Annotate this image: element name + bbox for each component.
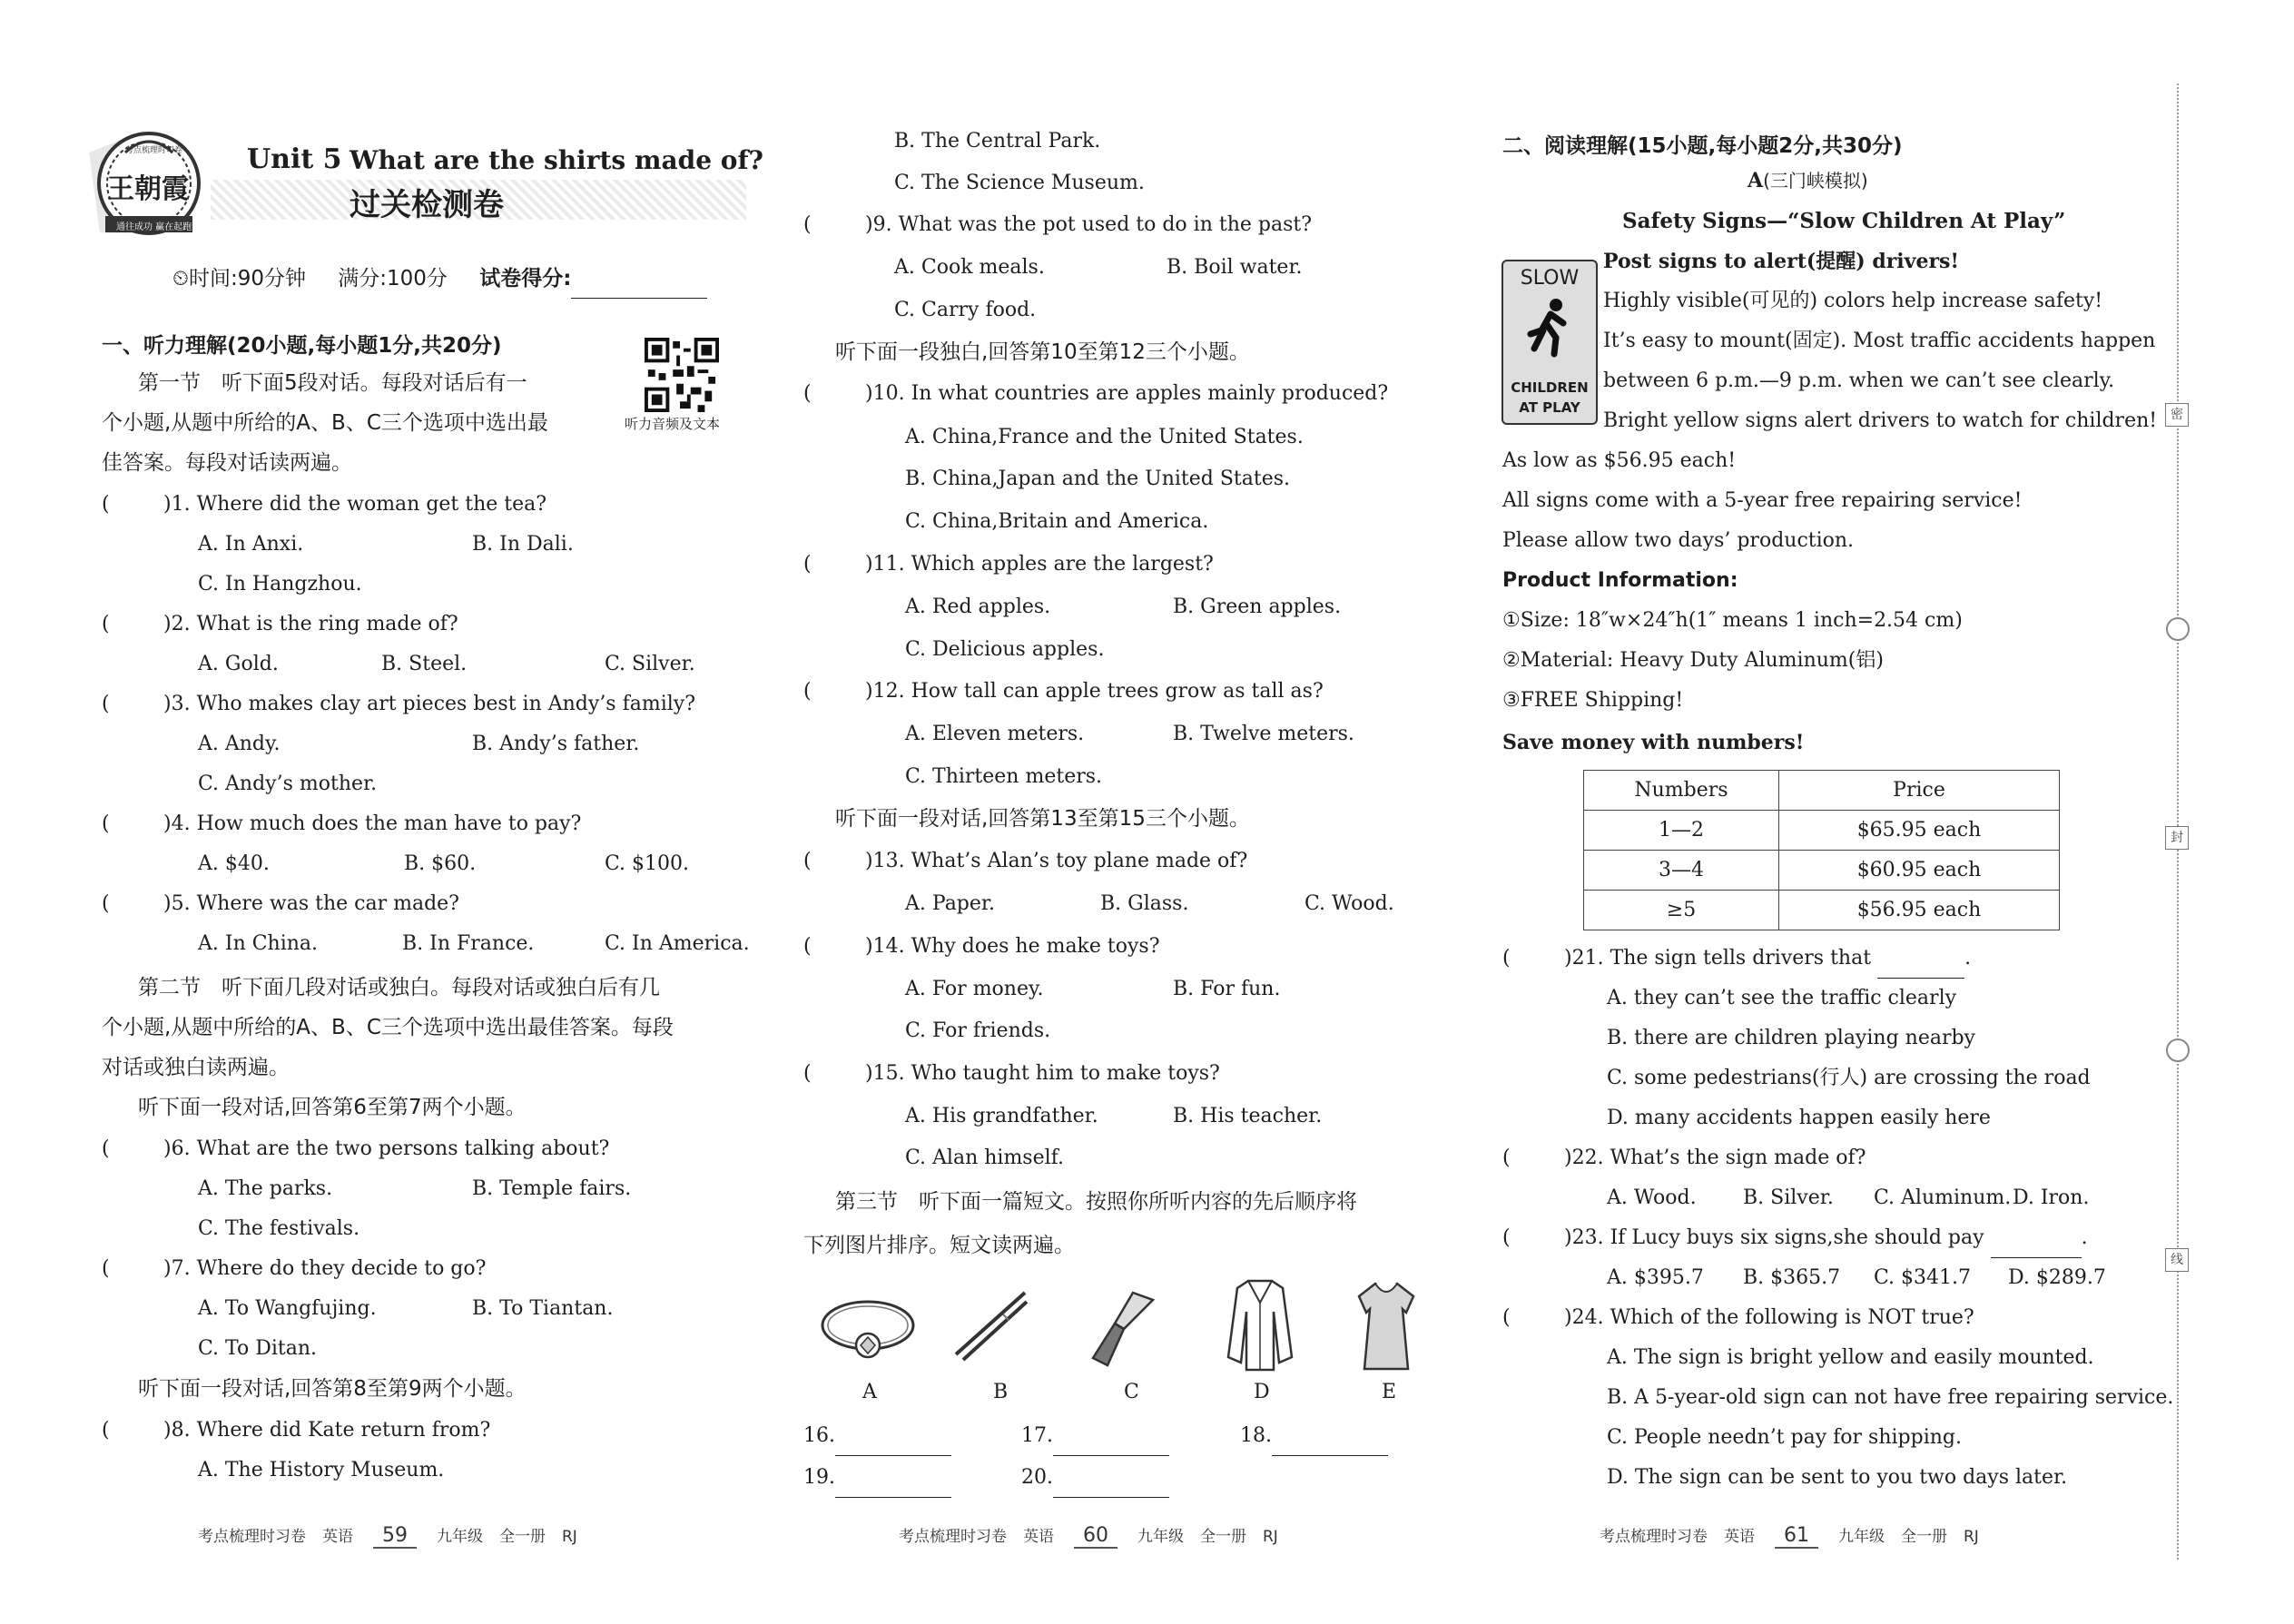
page-title: 过关检测卷 <box>350 187 504 223</box>
blank-18: 18. <box>1240 1416 1388 1456</box>
q21-option-a[interactable]: A. they can’t see the traffic clearly <box>1607 987 1957 1009</box>
blank-16: 16. <box>803 1416 951 1456</box>
passage-line-1: Post signs to alert(提醒) drivers! <box>1603 250 1960 273</box>
test-score-label: 试卷得分: <box>479 267 572 290</box>
question-15: ( )15. Who taught him to make toys? <box>803 1054 1220 1094</box>
knife-icon <box>1088 1287 1158 1371</box>
q2-option-c[interactable]: C. Silver. <box>605 653 695 675</box>
question-2: ( )2. What is the ring made of? <box>102 605 458 645</box>
unit-title: What are the shirts made of? <box>350 145 763 175</box>
section-reading-heading: 二、阅读理解(15小题,每小题2分,共30分) <box>1502 134 1903 158</box>
answer-bracket[interactable]: ( <box>102 493 110 516</box>
running-child-icon <box>1523 298 1576 358</box>
q12-option-c[interactable]: C. Thirteen meters. <box>905 765 1103 788</box>
section2-intro-line2: 个小题,从题中所给的A、B、C三个选项中选出最佳答案。每段 <box>102 1016 674 1039</box>
section3-intro-line1: 第三节 听下面一篇短文。按照你所听内容的先后顺序将 <box>835 1190 1357 1214</box>
table-row <box>1584 891 2060 930</box>
q6-option-a[interactable]: A. The parks. <box>198 1177 333 1200</box>
q24-option-d[interactable]: D. The sign can be sent to you two days later. <box>1607 1466 2068 1489</box>
picture-label-b: B <box>993 1381 1009 1403</box>
answer-bracket[interactable]: ( <box>102 1419 110 1442</box>
q9-option-b[interactable]: B. Boil water. <box>1167 256 1303 279</box>
q5-option-c[interactable]: C. In America. <box>605 932 750 955</box>
q23-option-a[interactable]: A. $395.7 <box>1607 1266 1704 1289</box>
picture-label-d: D <box>1254 1381 1270 1403</box>
q24-option-a[interactable]: A. The sign is bright yellow and easily mounted. <box>1607 1346 2094 1369</box>
q22-option-a[interactable]: A. Wood. <box>1607 1186 1697 1209</box>
q22-option-b[interactable]: B. Silver. <box>1743 1186 1834 1209</box>
table-cell: 3—4 <box>1584 851 1779 891</box>
answer-bracket[interactable]: ( <box>102 812 110 835</box>
slow-children-sign <box>1501 260 1598 425</box>
question-23: ( )23. If Lucy buys six signs,she should pay . <box>1502 1218 2088 1258</box>
q23-option-c[interactable]: C. $341.7 <box>1874 1266 1972 1289</box>
q11-option-c[interactable]: C. Delicious apples. <box>905 638 1105 661</box>
q15-option-c[interactable]: C. Alan himself. <box>905 1147 1065 1169</box>
answer-blank[interactable] <box>1991 1237 2082 1258</box>
q4-option-b[interactable]: B. $60. <box>404 852 477 875</box>
footer-60: 考点梳理时习卷 英语 60 九年级 全一册 RJ <box>899 1524 1278 1547</box>
product-info-heading: Product Information: <box>1502 569 1738 592</box>
q9-option-c[interactable]: C. Carry food. <box>894 299 1037 321</box>
answer-blank[interactable] <box>835 1435 951 1456</box>
q7-option-a[interactable]: A. To Wangfujing. <box>198 1297 377 1320</box>
full-score: 满分:100分 <box>338 267 448 290</box>
q22-option-d[interactable]: D. Iron. <box>2013 1186 2090 1209</box>
test-score-blank[interactable] <box>571 278 707 299</box>
save-money-heading: Save money with numbers! <box>1502 731 1805 754</box>
q4-option-c[interactable]: C. $100. <box>605 852 690 875</box>
table-header-row <box>1584 771 2060 811</box>
q23-option-b[interactable]: B. $365.7 <box>1743 1266 1841 1289</box>
page-number: 61 <box>1775 1524 1818 1549</box>
answer-blank[interactable] <box>1877 958 1964 979</box>
answer-bracket[interactable]: ( <box>1502 1147 1511 1169</box>
chopsticks-icon <box>949 1287 1030 1365</box>
answer-bracket[interactable]: ( <box>102 693 110 715</box>
answer-bracket[interactable]: ( <box>102 1137 110 1160</box>
q24-option-c[interactable]: C. People needn’t pay for shipping. <box>1607 1426 1962 1449</box>
price-table <box>1583 770 2060 930</box>
qr-label: 听力音频及文本 <box>625 416 721 432</box>
q4-option-a[interactable]: A. $40. <box>198 852 270 875</box>
q5-option-b[interactable]: B. In France. <box>402 932 535 955</box>
bracelet-icon <box>817 1289 919 1362</box>
brand-tagline: 考点梳理时习卷 <box>125 146 183 155</box>
answer-bracket[interactable]: ( <box>803 553 812 576</box>
question-12: ( )12. How tall can apple trees grow as tall as? <box>803 672 1324 712</box>
answer-bracket[interactable]: ( <box>803 1062 812 1085</box>
exam-meta <box>172 259 707 299</box>
q24-option-b[interactable]: B. A 5-year-old sign can not have free repairing service. <box>1607 1386 2174 1409</box>
section-listening-heading: 一、听力理解(20小题,每小题1分,共20分) <box>102 334 502 358</box>
question-10: ( )10. In what countries are apples mainly produced? <box>803 374 1388 414</box>
section2-intro-line1: 第二节 听下面几段对话或独白。每段对话或独白后有几 <box>138 976 660 999</box>
question-7: ( )7. Where do they decide to go? <box>102 1249 486 1289</box>
q12-option-b[interactable]: B. Twelve meters. <box>1173 723 1354 745</box>
answer-bracket[interactable]: ( <box>803 382 812 405</box>
q11-option-a[interactable]: A. Red apples. <box>905 595 1051 618</box>
binding-hole-icon <box>2166 617 2190 641</box>
q6-option-c[interactable]: C. The festivals. <box>198 1217 360 1240</box>
clock-icon: ⏲ <box>172 267 189 290</box>
answer-bracket[interactable]: ( <box>102 892 110 915</box>
q5-option-a[interactable]: A. In China. <box>198 932 319 955</box>
sign-bottom-text-1: CHILDREN <box>1511 379 1589 396</box>
q21-option-d[interactable]: D. many accidents happen easily here <box>1607 1107 1991 1129</box>
q9-option-a[interactable]: A. Cook meals. <box>894 256 1045 279</box>
seal-mark-mi: 密 <box>2165 403 2189 427</box>
q8-option-a[interactable]: A. The History Museum. <box>198 1459 445 1481</box>
brand-name: 王朝霞 <box>107 173 189 205</box>
page-number: 59 <box>373 1524 417 1549</box>
question-13: ( )13. What’s Alan’s toy plane made of? <box>803 842 1247 881</box>
q8-option-b[interactable]: B. The Central Park. <box>894 130 1101 153</box>
question-5: ( )5. Where was the car made? <box>102 884 459 924</box>
qr-code-icon <box>645 338 719 412</box>
seal-mark-feng: 封 <box>2165 826 2189 850</box>
sign-bottom-text-2: AT PLAY <box>1519 399 1580 416</box>
passage-title: Safety Signs—“Slow Children At Play” <box>1622 209 2066 233</box>
question-8: ( )8. Where did Kate return from? <box>102 1411 490 1451</box>
product-shipping: ③FREE Shipping! <box>1502 689 1684 712</box>
q14-option-a[interactable]: A. For money. <box>905 978 1044 1000</box>
question-21: ( )21. The sign tells drivers that . <box>1502 939 1971 979</box>
dialog-6-7-intro: 听下面一段对话,回答第6至第7两个小题。 <box>138 1096 527 1119</box>
q15-option-b[interactable]: B. His teacher. <box>1173 1105 1323 1127</box>
q6-option-b[interactable]: B. Temple fairs. <box>472 1177 632 1200</box>
passage-line-8: Please allow two days’ production. <box>1502 529 1855 552</box>
answer-bracket[interactable]: ( <box>803 850 812 872</box>
passage-line-6: As low as $56.95 each! <box>1502 449 1737 472</box>
q7-option-c[interactable]: C. To Ditan. <box>198 1337 318 1360</box>
answer-bracket[interactable]: ( <box>803 680 812 703</box>
table-cell: 1—2 <box>1584 811 1779 851</box>
q13-option-b[interactable]: B. Glass. <box>1100 892 1189 915</box>
question-22: ( )22. What’s the sign made of? <box>1502 1138 1866 1178</box>
blank-20: 20. <box>1021 1458 1169 1498</box>
section2-intro-line3: 对话或独白读两遍。 <box>102 1056 290 1079</box>
q14-option-c[interactable]: C. For friends. <box>905 1019 1051 1042</box>
question-14: ( )14. Why does he make toys? <box>803 927 1160 967</box>
time-limit: 时间:90分钟 <box>188 267 306 290</box>
question-11: ( )11. Which apples are the largest? <box>803 545 1214 585</box>
footer-59: 考点梳理时习卷 英语 59 九年级 全一册 RJ <box>198 1524 577 1547</box>
q1-option-c[interactable]: C. In Hangzhou. <box>198 573 362 595</box>
q21-option-b[interactable]: B. there are children playing nearby <box>1607 1027 1975 1049</box>
q11-option-b[interactable]: B. Green apples. <box>1173 595 1342 618</box>
picture-label-a: A <box>862 1381 877 1403</box>
monologue-10-12-intro: 听下面一段独白,回答第10至第12三个小题。 <box>835 340 1250 364</box>
q23-option-d[interactable]: D. $289.7 <box>2008 1266 2106 1289</box>
sign-top-text: SLOW <box>1520 267 1580 290</box>
table-header: Price <box>1779 771 2060 811</box>
q1-option-a[interactable]: A. In Anxi. <box>198 533 304 556</box>
table-cell: $60.95 each <box>1779 851 2060 891</box>
binding-hole-icon <box>2166 1038 2190 1062</box>
answer-bracket[interactable]: ( <box>1502 1306 1511 1329</box>
coat-icon <box>1223 1275 1297 1373</box>
footer-61: 考点梳理时习卷 英语 61 九年级 全一册 RJ <box>1600 1524 1979 1547</box>
question-6: ( )6. What are the two persons talking about? <box>102 1129 609 1169</box>
seal-mark-xian: 线 <box>2165 1248 2189 1272</box>
q14-option-b[interactable]: B. For fun. <box>1173 978 1281 1000</box>
q10-option-c[interactable]: C. China,Britain and America. <box>905 510 1209 533</box>
passage-line-2: Highly visible(可见的) colors help increase safety! <box>1603 290 2103 312</box>
passage-line-5: Bright yellow signs alert drivers to watch for children! <box>1603 409 2158 432</box>
answer-blank[interactable] <box>1053 1435 1169 1456</box>
q13-option-c[interactable]: C. Wood. <box>1305 892 1394 915</box>
picture-label-c: C <box>1124 1381 1139 1403</box>
section1-intro-line1: 第一节 听下面5段对话。每段对话后有一 <box>138 371 527 395</box>
table-header: Numbers <box>1584 771 1779 811</box>
dress-icon <box>1354 1278 1419 1373</box>
page-number: 60 <box>1074 1524 1117 1549</box>
q15-option-a[interactable]: A. His grandfather. <box>905 1105 1098 1127</box>
q13-option-a[interactable]: A. Paper. <box>905 892 995 915</box>
answer-blank[interactable] <box>1272 1435 1388 1456</box>
answer-bracket[interactable]: ( <box>1502 1226 1511 1249</box>
answer-blank[interactable] <box>1053 1477 1169 1498</box>
brand-slogan: 通往成功 赢在起跑 <box>116 222 192 232</box>
binding-line <box>2177 84 2179 1560</box>
q10-option-a[interactable]: A. China,France and the United States. <box>905 426 1304 448</box>
answer-bracket[interactable]: ( <box>102 1257 110 1280</box>
section3-intro-line2: 下列图片排序。短文读两遍。 <box>803 1234 1075 1257</box>
q22-option-c[interactable]: C. Aluminum. <box>1874 1186 2012 1209</box>
q3-option-a[interactable]: A. Andy. <box>198 733 281 755</box>
question-24: ( )24. Which of the following is NOT true? <box>1502 1298 1974 1338</box>
passage-line-7: All signs come with a 5-year free repairing service! <box>1502 489 2023 512</box>
q8-option-c[interactable]: C. The Science Museum. <box>894 172 1145 194</box>
q2-option-a[interactable]: A. Gold. <box>198 653 279 675</box>
answer-blank[interactable] <box>835 1477 951 1498</box>
q10-option-b[interactable]: B. China,Japan and the United States. <box>905 468 1291 490</box>
q12-option-a[interactable]: A. Eleven meters. <box>905 723 1085 745</box>
table-row <box>1584 811 2060 851</box>
q7-option-b[interactable]: B. To Tiantan. <box>472 1297 614 1320</box>
passage-line-4: between 6 p.m.—9 p.m. when we can’t see clearly. <box>1603 369 2115 392</box>
product-size: ①Size: 18″w×24″h(1″ means 1 inch=2.54 cm) <box>1502 609 1963 632</box>
answer-bracket[interactable]: ( <box>102 613 110 635</box>
answer-bracket[interactable]: ( <box>803 213 812 236</box>
table-cell: ≥5 <box>1584 891 1779 930</box>
unit-label: Unit 5 <box>247 143 342 175</box>
dialog-13-15-intro: 听下面一段对话,回答第13至第15三个小题。 <box>835 807 1250 831</box>
question-1: ( )1. Where did the woman get the tea? <box>102 485 546 525</box>
question-4: ( )4. How much does the man have to pay? <box>102 804 581 844</box>
answer-bracket[interactable]: ( <box>803 935 812 958</box>
passage-a-heading: A(三门峡模拟) <box>1748 169 1868 192</box>
q2-option-b[interactable]: B. Steel. <box>381 653 468 675</box>
question-9: ( )9. What was the pot used to do in the past? <box>803 205 1312 245</box>
blank-19: 19. <box>803 1458 951 1498</box>
answer-bracket[interactable]: ( <box>1502 947 1511 969</box>
question-3: ( )3. Who makes clay art pieces best in Andy’s family? <box>102 684 695 724</box>
passage-line-3: It’s easy to mount(固定). Most traffic accidents happen <box>1603 330 2156 352</box>
table-cell: $65.95 each <box>1779 811 2060 851</box>
blank-17: 17. <box>1021 1416 1169 1456</box>
table-row <box>1584 851 2060 891</box>
q3-option-c[interactable]: C. Andy’s mother. <box>198 773 378 795</box>
q1-option-b[interactable]: B. In Dali. <box>472 533 574 556</box>
section1-intro-line2: 个小题,从题中所给的A、B、C三个选项中选出最 <box>102 411 548 435</box>
q21-option-c[interactable]: C. some pedestrians(行人) are crossing the road <box>1607 1067 2091 1089</box>
dialog-8-9-intro: 听下面一段对话,回答第8至第9两个小题。 <box>138 1377 527 1401</box>
product-material: ②Material: Heavy Duty Aluminum(铝) <box>1502 649 1884 672</box>
picture-label-e: E <box>1382 1381 1397 1403</box>
section1-intro-line3: 佳答案。每段对话读两遍。 <box>102 451 352 475</box>
table-cell: $56.95 each <box>1779 891 2060 930</box>
q3-option-b[interactable]: B. Andy’s father. <box>472 733 640 755</box>
